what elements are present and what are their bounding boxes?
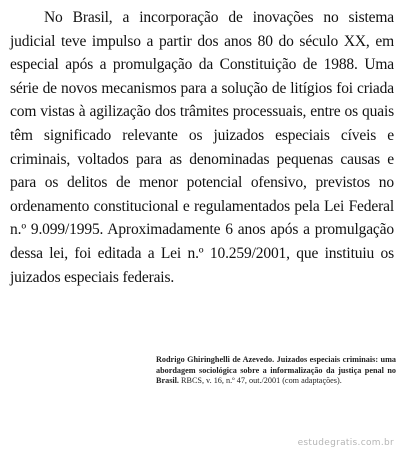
citation-author: Rodrigo Ghiringhelli de Azevedo. [156, 355, 277, 364]
citation-details: RBCS, v. 16, n.º 47, out./2001 (com adaptações). [178, 376, 342, 386]
source-citation [156, 355, 396, 387]
citation-title: Juizados especiais criminais: uma abordagem sociológica sobre a informalização da justiça penal no Brasil. [156, 355, 396, 386]
site-watermark: estudegratis.com.br [297, 438, 394, 448]
body-paragraph: No Brasil, a incorporação de inovações no sistema judicial teve impulso a partir dos anos 80 do século XX, em especial após a promulgação da Constituição de 1988. Uma série de novos mecanismos para a solução de litígios foi criada com vistas à agilização dos trâmites processuais, entre os quais têm significado relevante os juizados especiais cíveis e criminais, voltados para as denominadas pequenas causas e para os delitos de menor potencial ofensivo, previstos no ordenamento constitucional e regulamentados pela Lei Federal n.º 9.099/1995. Aproximadamente 6 anos após a promulgação dessa lei, foi editada a Lei n.º 10.259/2001, que instituiu os juizados especiais federais. [10, 9, 394, 286]
